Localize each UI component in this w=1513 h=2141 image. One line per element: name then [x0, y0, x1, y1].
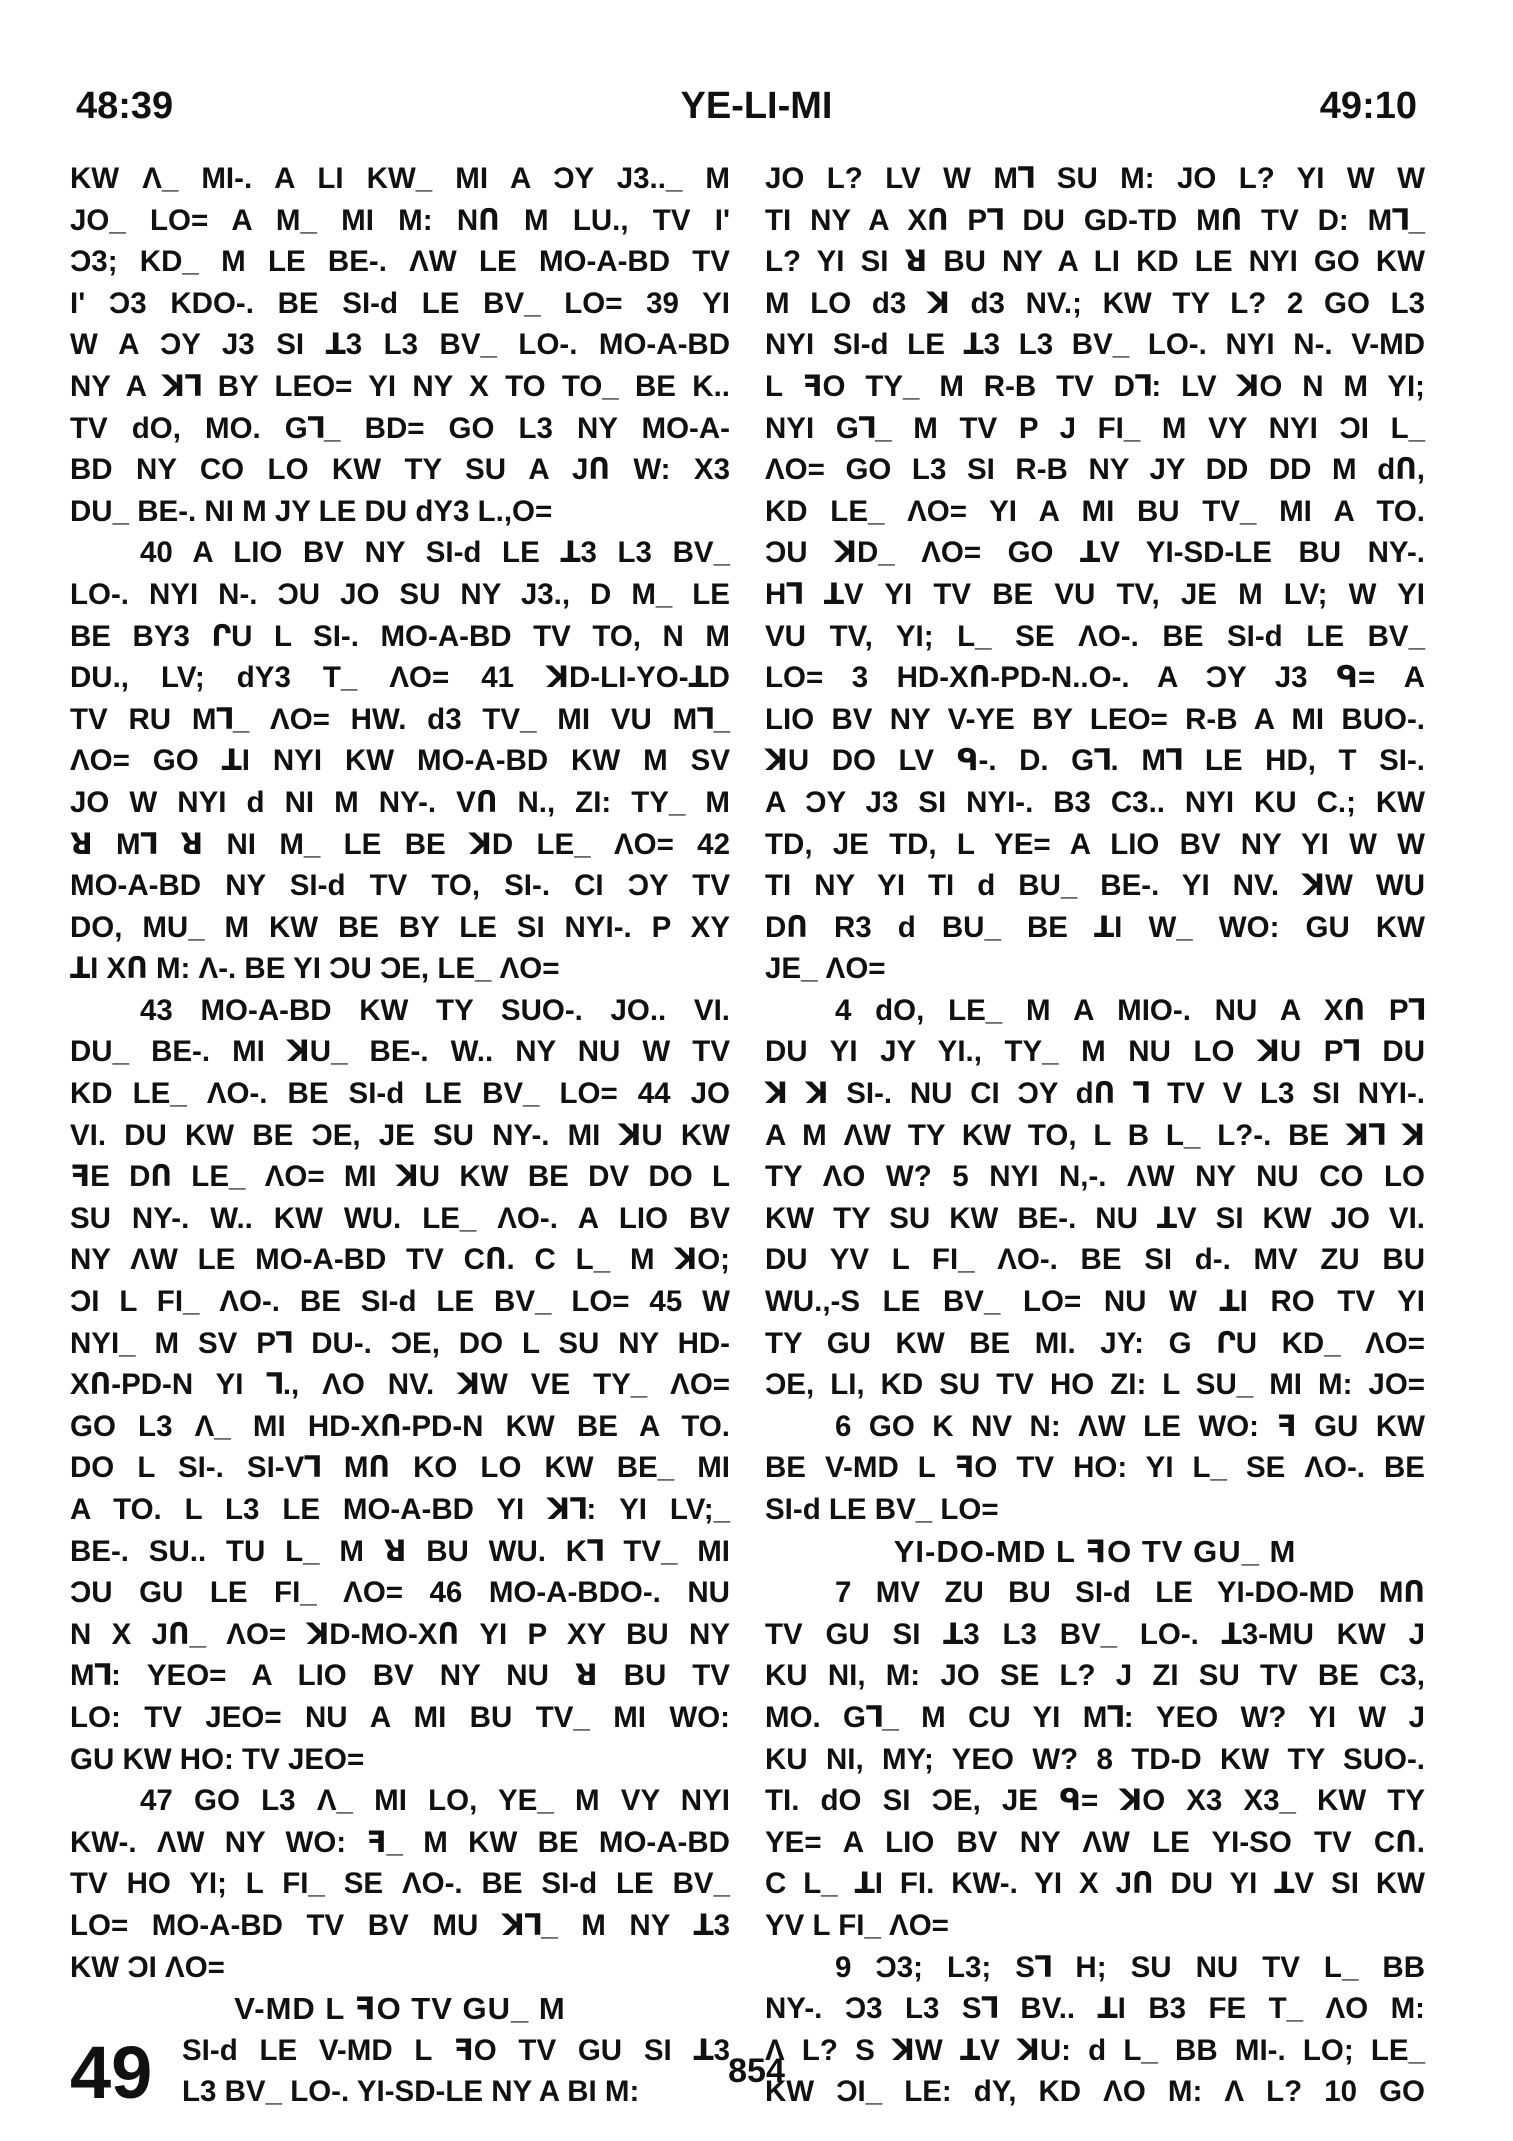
text-line: VU TV, YI; L_ SE ΛO-. BE SI-d LE BV_ [765, 619, 1425, 653]
text-line: BE-. SU.. TU L_ M ꓤ BU WU. Kꓶ TV_ MI [70, 1534, 730, 1568]
header-verse-start: 48:39 [76, 85, 174, 127]
text-line: NY A ꓘꓶ BY LEO= YI NY X TO TO_ BE K.. [70, 369, 730, 403]
text-line: ƆU GU LE FI_ ΛO= 46 MO-A-BDO-. NU [70, 1576, 730, 1610]
text-line: LO: TV JEO= NU A MI BU TV_ MI WO: [70, 1700, 730, 1734]
text-line: TV GU SI ꓕ3 L3 BV_ LO-. ꓕ3-MU KW J [765, 1617, 1425, 1651]
text-line: L ꟻO TY_ M R-B TV Dꓶ: LV ꓘO N M YI; [765, 369, 1425, 403]
text-line: ΛO= GO ꓕI NYI KW MO-A-BD KW M SV [70, 744, 730, 778]
text-line: TD, JE TD, L YE= A LIO BV NY YI W W [765, 827, 1425, 861]
text-line: SU NY-. W.. KW WU. LE_ ΛO-. A LIO BV [70, 1201, 730, 1235]
text-line: DU_ BE-. NI M JY LE DU dY3 L.,O= [70, 494, 553, 528]
text-line: TI. dO SI ƆE, JE ᑫ= ꓘO X3 X3_ KW TY [765, 1784, 1425, 1818]
text-line: KW-. ΛW NY WO: ꟻ_ M KW BE MO-A-BD [70, 1825, 730, 1859]
text-line: LO-. NYI N-. ƆU JO SU NY J3., D M_ LE [70, 577, 730, 611]
text-line: TV RU Mꓶ_ ΛO= HW. d3 TV_ MI VU Mꓶ_ [70, 702, 730, 736]
text-line: YV L FI_ ΛO= [765, 1908, 949, 1942]
page-number: 854 [728, 2052, 785, 2090]
text-line: Mꓶ: YEO= A LIO BV NY NU ꓤ BU TV [70, 1659, 730, 1693]
text-line: ƆU ꓘD_ ΛO= GO ꓕV YI-SD-LE BU NY-. [765, 536, 1425, 570]
text-line: DU., LV; dY3 T_ ΛO= 41 ꓘD-LI-YO-ꓕD [70, 661, 730, 695]
text-line: BE V-MD L ꟻO TV HO: YI L_ SE ΛO-. BE [765, 1451, 1425, 1485]
text-line: WU.,-S LE BV_ LO= NU W ꓕI RO TV YI [765, 1285, 1425, 1319]
text-line: KU NI, M: JO SE L? J ZI SU TV BE C3, [765, 1659, 1425, 1693]
text-line: ƆI L FI_ ΛO-. BE SI-d LE BV_ LO= 45 W [70, 1285, 730, 1319]
text-line: SI-d LE V-MD L ꟻO TV GU SI ꓕ3 49 [70, 2030, 730, 2114]
text-line: BD NY CO LO KW TY SU A JՈ W: X3 [70, 453, 730, 487]
text-line: 9 Ɔ3; L3; Sꓶ H; SU NU TV L_ BB [835, 1950, 1425, 1984]
text-line: ꟻE DՈ LE_ ΛO= MI ꓘU KW BE DV DO L [70, 1160, 730, 1194]
text-line: NYI Gꓶ_ M TV P J FI_ M VY NYI ƆI L_ [765, 411, 1425, 445]
left-text-column [70, 158, 730, 2113]
right-text-column [765, 158, 1425, 2113]
text-line: A M ΛW TY KW TO, L B L_ L?-. BE ꓘꓶ ꓘ [765, 1118, 1425, 1152]
text-line: NY ΛW LE MO-A-BD TV CՈ. C L_ M ꓘO; [70, 1243, 730, 1277]
section-heading: V-MD L ꟻO TV GU_ M [234, 1991, 566, 2027]
text-line: L? YI SI ꓤ BU NY A LI KD LE NYI GO KW [765, 245, 1425, 279]
page-header [0, 85, 1513, 135]
text-line: BE BY3 ՐU L SI-. MO-A-BD TV TO, N M [70, 619, 730, 653]
text-line: L3 BV_ LO-. YI-SD-LE NY A BI M: [182, 2075, 640, 2109]
text-line: 47 GO L3 Λ_ MI LO, YE_ M VY NYI [140, 1784, 730, 1818]
text-line: TI NY YI TI d BU_ BE-. YI NV. ꓘW WU [765, 869, 1425, 903]
text-line: TV dO, MO. Gꓶ_ BD= GO L3 NY MO-A- [70, 411, 730, 445]
text-line: ꓘ ꓘ SI-. NU CI ƆY dՈ ꓶ TV V L3 SI NYI-. [765, 1077, 1425, 1111]
text-line: XՈ-PD-N YI ꓶ., ΛO NV. ꓘW VE TY_ ΛO= [70, 1368, 730, 1402]
text-line: LIO BV NY V-YE BY LEO= R-B A MI BUO-. [765, 702, 1425, 736]
text-line: 43 MO-A-BD KW TY SUO-. JO.. VI. [140, 993, 730, 1027]
text-line: Hꓶ ꓕV YI TV BE VU TV, JE M LV; W YI [765, 577, 1425, 611]
text-line: TV HO YI; L FI_ SE ΛO-. BE SI-d LE BV_ [70, 1867, 730, 1901]
text-line: M LO d3 ꓘ d3 NV.; KW TY L? 2 GO L3 [765, 286, 1425, 320]
text-line: A ƆY J3 SI NYI-. B3 C3.. NYI KU C.; KW [765, 785, 1425, 819]
text-line: N X JՈ_ ΛO= ꓘD-MO-XՈ YI P XY BU NY [70, 1617, 730, 1651]
text-line: I' Ɔ3 KDO-. BE SI-d LE BV_ LO= 39 YI [70, 286, 730, 320]
text-line: ꓤ Mꓶ ꓤ NI M_ LE BE ꓘD LE_ ΛO= 42 [70, 827, 730, 861]
text-line: DO, MU_ M KW BE BY LE SI NYI-. P XY [70, 910, 730, 944]
header-book-title: YE-LI-MI [680, 85, 833, 127]
text-line: NYI SI-d LE ꓕ3 L3 BV_ LO-. NYI N-. V-MD [765, 328, 1425, 362]
text-line: LO= MO-A-BD TV BV MU ꓘꓶ_ M NY ꓕ3 [70, 1908, 730, 1942]
text-line: Ɔ3; KD_ M LE BE-. ΛW LE MO-A-BD TV [70, 245, 730, 279]
text-line: JO L? LV W Mꓶ SU M: JO L? YI W W [765, 162, 1425, 195]
text-line: KD LE_ ΛO-. BE SI-d LE BV_ LO= 44 JO [70, 1077, 730, 1111]
text-line: DՈ R3 d BU_ BE ꓕI W_ WO: GU KW [765, 910, 1425, 944]
text-line: DU_ BE-. MI ꓘU_ BE-. W.. NY NU W TV [70, 1035, 730, 1069]
section-heading: YI-DO-MD L ꟻO TV GU_ M [893, 1533, 1297, 1569]
text-line: ꓘU DO LV ᑫ-. D. Gꓶ. Mꓶ LE HD, T SI-. [765, 744, 1425, 778]
text-line: C L_ ꓕI FI. KW-. YI X JՈ DU YI ꓕV SI KW [765, 1867, 1425, 1901]
text-line: TI NY A XՈ Pꓶ DU GD-TD MՈ TV D: Mꓶ_ [765, 203, 1425, 237]
text-line: LO= 3 HD-XՈ-PD-N..O-. A ƆY J3 ᑫ= A [765, 661, 1425, 695]
text-line: KW Λ_ MI-. A LI KW_ MI A ƆY J3.._ M [70, 162, 730, 195]
text-line: JE_ ΛO= [765, 952, 886, 986]
text-line: ƆE, LI, KD SU TV HO ZI: L SU_ MI M: JO= [765, 1368, 1425, 1402]
text-line: A TO. L L3 LE MO-A-BD YI ꓘꓶ: YI LV;_ [70, 1493, 730, 1526]
text-line: ΛO= GO L3 SI R-B NY JY DD DD M dՈ, [765, 453, 1425, 487]
text-line: MO. Gꓶ_ M CU YI Mꓶ: YEO W? YI W J [765, 1700, 1425, 1734]
text-line: KW ƆI_ LE: dY, KD ΛO M: Λ L? 10 GO [765, 2075, 1425, 2109]
text-line: 6 GO K NV N: ΛW LE WO: ꟻ GU KW [835, 1409, 1425, 1443]
text-line: VI. DU KW BE ƆE, JE SU NY-. MI ꓘU KW [70, 1118, 730, 1152]
text-line: KW ƆI ΛO= [70, 1950, 225, 1984]
text-line: TY GU KW BE MI. JY: G ՐU KD_ ΛO= [765, 1326, 1425, 1360]
chapter-number: 49 [70, 2030, 153, 2114]
header-verse-end: 49:10 [1319, 85, 1417, 127]
text-line: SI-d LE BV_ LO= [765, 1493, 999, 1526]
text-line: GO L3 Λ_ MI HD-XՈ-PD-N KW BE A TO. [70, 1409, 730, 1443]
text-line: YE= A LIO BV NY ΛW LE YI-SO TV CՈ. [765, 1825, 1425, 1859]
text-line: ꓕI XՈ M: Λ-. BE YI ƆU ƆE, LE_ ΛO= [70, 952, 560, 986]
text-line: DO L SI-. SI-Vꓶ MՈ KO LO KW BE_ MI [70, 1451, 730, 1485]
text-line: KD LE_ ΛO= YI A MI BU TV_ MI A TO. [765, 494, 1425, 528]
text-line: DU YI JY YI., TY_ M NU LO ꓘU Pꓶ DU [765, 1035, 1425, 1069]
text-line: JO W NYI d NI M NY-. VՈ N., ZI: TY_ M [70, 785, 730, 819]
text-line: NY-. Ɔ3 L3 Sꓶ BV.. ꓕI B3 FE T_ ΛO M: [765, 1992, 1425, 2026]
text-line: GU KW HO: TV JEO= [70, 1742, 365, 1776]
text-line: KW TY SU KW BE-. NU ꓕV SI KW JO VI. [765, 1201, 1425, 1235]
text-line: Λ L? S ꓘW ꓕV ꓘU: d L_ BB MI-. LO; LE_ [765, 2033, 1425, 2067]
text-line: KU NI, MY; YEO W? 8 TD-D KW TY SUO-. [765, 1742, 1425, 1776]
text-line: MO-A-BD NY SI-d TV TO, SI-. CI ƆY TV [70, 869, 730, 903]
text-line: W A ƆY J3 SI ꓕ3 L3 BV_ LO-. MO-A-BD [70, 328, 730, 362]
text-line: 4 dO, LE_ M A MIO-. NU A XՈ Pꓶ [835, 993, 1425, 1027]
text-line: NYI_ M SV Pꓶ DU-. ƆE, DO L SU NY HD- [70, 1326, 730, 1360]
text-line: TY ΛO W? 5 NYI N,-. ΛW NY NU CO LO [765, 1160, 1425, 1194]
text-line: DU YV L FI_ ΛO-. BE SI d-. MV ZU BU [765, 1243, 1425, 1277]
text-line: 7 MV ZU BU SI-d LE YI-DO-MD MՈ [835, 1576, 1425, 1610]
text-line: 40 A LIO BV NY SI-d LE ꓕ3 L3 BV_ [140, 536, 730, 570]
text-line: JO_ LO= A M_ MI M: NՈ M LU., TV I' [70, 203, 730, 237]
